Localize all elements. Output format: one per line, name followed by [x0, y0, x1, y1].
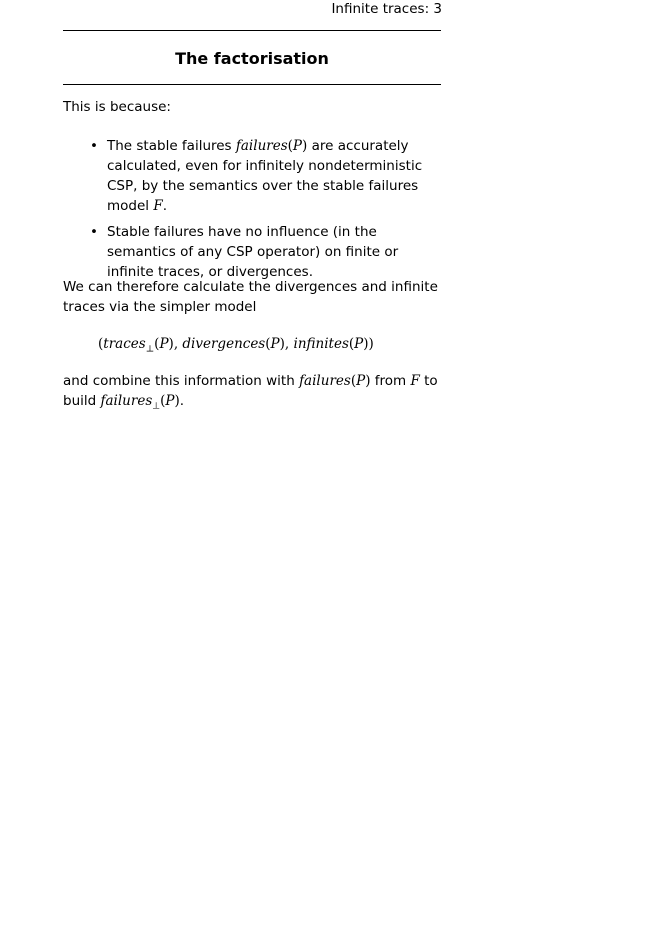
title-rule-top [63, 30, 441, 31]
para3-failures-bottom: failures [100, 393, 153, 409]
bullet-1-math: failures [235, 138, 288, 154]
math-bottom: ⊥ [145, 344, 155, 355]
running-head: Infinite traces: 3 [331, 1, 442, 17]
bullet-list [63, 136, 443, 288]
math-infinites: infinites [293, 336, 349, 352]
title-rule-bottom [63, 84, 441, 85]
bullet-icon: • [90, 138, 98, 154]
bullet-1-post: are accurately calculated, even for infinitely nondeterministic CSP, by the semantics over the stable failures model [107, 138, 423, 214]
display-math: (traces$_\perp$(P), divergences(P), infinites(P)) [98, 336, 374, 355]
bullet-2-text: Stable failures have no influence (in the semantics of any CSP operator) on finite or infinite traces, or divergences. [107, 224, 399, 280]
bullet-item-1 [63, 136, 443, 216]
bullet-icon: • [90, 224, 98, 240]
bullet-item-2 [63, 222, 443, 282]
math-traces: traces [103, 336, 146, 352]
para3-failures: failures [299, 373, 351, 389]
bullet-1-end: . [162, 198, 167, 214]
bullet-1-math-arg: (P) [287, 138, 308, 154]
slide-title: The factorisation [175, 49, 329, 68]
paragraph-3: and combine this information with failures(P) from F to build failures$_\perp$(P). [63, 373, 438, 412]
para3-model: F [410, 373, 420, 389]
math-divergences: divergences [182, 336, 266, 352]
intro-paragraph: This is because: [63, 99, 171, 115]
paragraph-2: We can therefore calculate the divergences and infinite traces via the simpler model [63, 279, 438, 315]
bullet-1-model: F [153, 198, 163, 214]
bullet-1-pre: The stable failures [107, 138, 236, 154]
